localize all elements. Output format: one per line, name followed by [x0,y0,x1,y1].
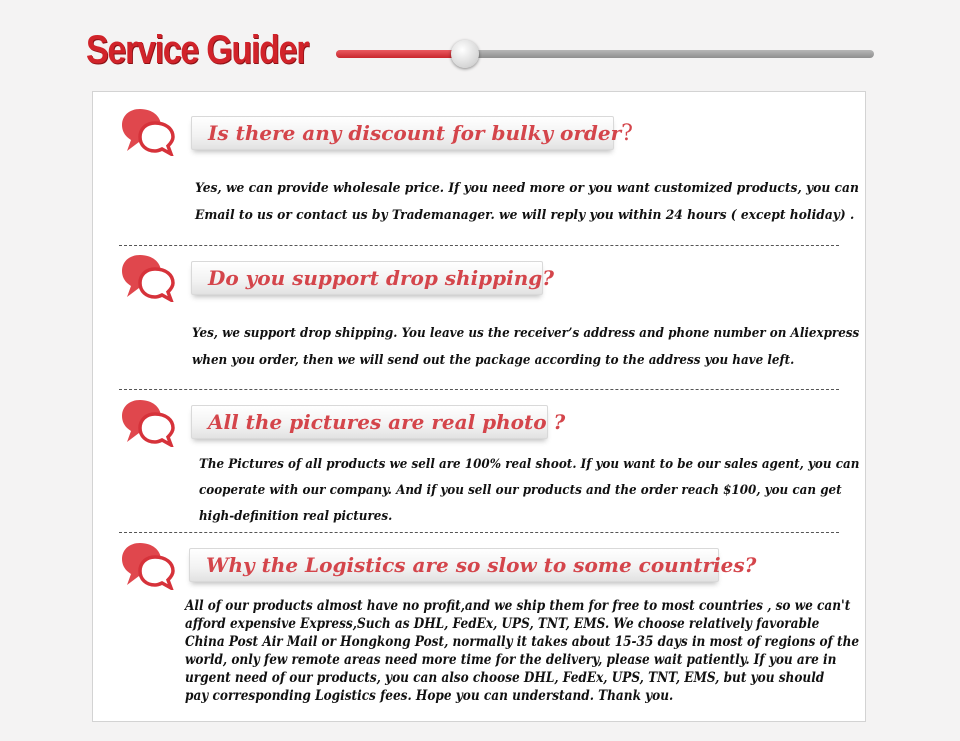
answer-text: Yes, we can provide wholesale price. If you need more or you want customized products, you can Email to us or contact us by Trademanager. we will reply you within 24 hours ( except holiday) . [195,181,859,223]
speech-bubbles-icon [121,540,175,590]
speech-bubbles-icon [121,106,175,156]
question-label: All the pictures are real photo ? [191,405,548,439]
faq-panel [92,91,866,722]
speech-bubbles-icon [121,252,175,302]
answer-text: All of our products almost have no profit,and we ship them for free to most countries , so we can't afford expensive Express,Such as DHL, FedEx, UPS, TNT, EMS. We choose relatively favorable China Post Air Mail or Hongkong Post, normally it takes about 15-35 days in most of regions of the world, only few remote areas need more time for the delivery, please wait patiently. If you are in urgent need of our products, you can also choose DHL, FedEx, UPS, TNT, EMS, but you should pay corresponding Logistics fees. Hope you can understand. Thank you. [185,598,860,704]
page-title: Service Guider [86,28,309,72]
question-mark: ? [621,121,633,146]
speech-bubbles-icon [121,397,175,447]
progress-knob[interactable] [451,40,479,68]
divider [119,532,839,533]
question-label: Why the Logistics are so slow to some countries? [189,548,719,582]
answer-text: The Pictures of all products we sell are 100% real shoot. If you want to be our sales agent, you can cooperate with our company. And if you sell our products and the order reach $100, you can get high-definition real pictures. [199,457,860,524]
divider [119,389,839,390]
question-label: Do you support drop shipping? [191,261,543,295]
answer-text: Yes, we support drop shipping. You leave us the receiver’s address and phone number on Aliexpress when you order, then we will send out the package according to the address you have left. [192,326,860,368]
question-label: Is there any discount for bulky order? [191,116,614,150]
progress-fill [336,50,465,58]
divider [119,245,839,246]
